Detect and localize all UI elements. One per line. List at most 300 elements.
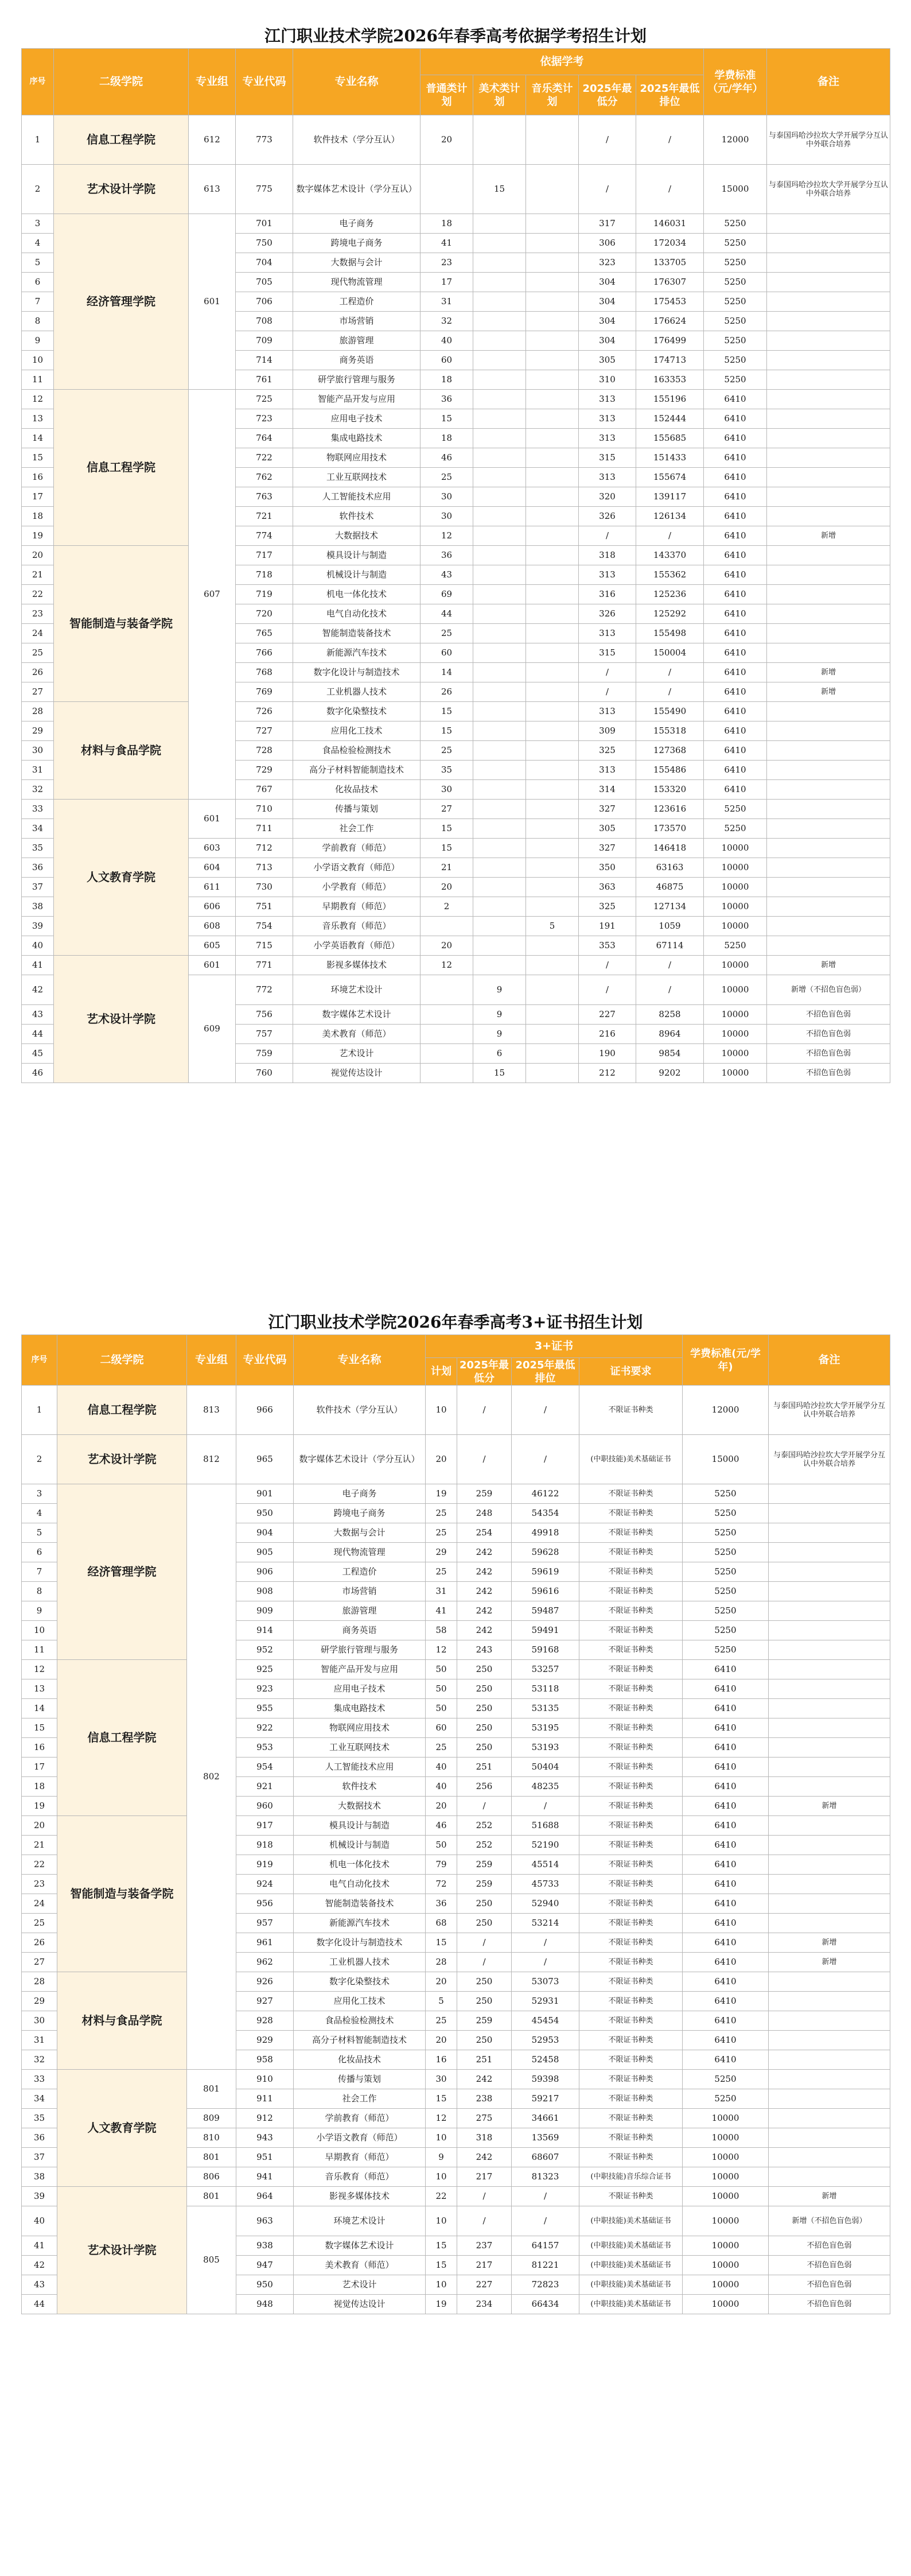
cell-ordinary: 60 — [421, 643, 473, 663]
table-row — [22, 214, 890, 234]
cell-name: 数字媒体艺术设计（学分互认） — [293, 165, 421, 214]
cell-min-score: 309 — [579, 721, 636, 741]
cell-min-rank: 155490 — [636, 702, 704, 721]
cell-name: 高分子材料智能制造技术 — [294, 2031, 426, 2050]
cell-name: 电子商务 — [294, 1484, 426, 1504]
cell-fee: 10000 — [683, 2236, 769, 2256]
cell-seq: 29 — [22, 1992, 57, 2011]
cell-plan: 46 — [426, 1816, 457, 1836]
cell-cert: 不限证书种类 — [579, 1523, 683, 1543]
cell-ordinary: 21 — [421, 858, 473, 878]
cell-group: 613 — [189, 165, 236, 214]
cell-name: 模具设计与制造 — [294, 1816, 426, 1836]
cell-cert: (中职技能)美术基础证书 — [579, 1435, 683, 1484]
cell-fee: 5250 — [704, 936, 767, 956]
cell-min-score: 353 — [579, 936, 636, 956]
cell-college: 艺术设计学院 — [57, 2187, 187, 2314]
cell-min-score: 216 — [579, 1025, 636, 1044]
cell-min-rank: 46122 — [512, 1484, 579, 1504]
cell-remark: 新增 — [767, 526, 890, 546]
cell-seq: 2 — [22, 165, 54, 214]
cell-remark: 与泰国玛哈沙拉坎大学开展学分互认中外联合培养 — [767, 115, 890, 165]
cell-seq: 20 — [22, 546, 54, 565]
cell-ordinary: 18 — [421, 214, 473, 234]
cell-college: 材料与食品学院 — [54, 702, 189, 800]
cell-code: 917 — [236, 1816, 294, 1836]
cell-remark: 新增 — [769, 2187, 890, 2206]
cell-seq: 39 — [22, 2187, 57, 2206]
cell-ordinary: 46 — [421, 448, 473, 468]
header-college: 二级学院 — [57, 1335, 187, 1386]
cell-art — [473, 721, 526, 741]
cell-name: 商务英语 — [293, 351, 421, 370]
cell-min-score: 242 — [457, 2148, 512, 2167]
cell-fee: 6410 — [683, 1972, 769, 1992]
cell-code: 928 — [236, 2011, 294, 2031]
cell-code: 773 — [236, 115, 293, 165]
cell-art — [473, 936, 526, 956]
cell-cert: 不限证书种类 — [579, 1758, 683, 1777]
cell-group: 802 — [187, 1484, 236, 2070]
cell-min-rank: 54354 — [512, 1504, 579, 1523]
cell-college: 艺术设计学院 — [54, 956, 189, 1083]
cell-cert: 不限证书种类 — [579, 1582, 683, 1601]
cell-seq: 32 — [22, 780, 54, 800]
cell-code: 956 — [236, 1894, 294, 1914]
cell-cert: 不限证书种类 — [579, 1504, 683, 1523]
cell-name: 应用化工技术 — [294, 1992, 426, 2011]
cell-fee: 10000 — [704, 897, 767, 917]
cell-remark — [769, 2167, 890, 2187]
cell-seq: 35 — [22, 839, 54, 858]
cell-seq: 28 — [22, 702, 54, 721]
cell-name: 智能产品开发与应用 — [294, 1660, 426, 1679]
cell-group: 806 — [187, 2167, 236, 2187]
cell-fee: 5250 — [704, 273, 767, 292]
cell-fee: 10000 — [704, 917, 767, 936]
cell-code: 727 — [236, 721, 293, 741]
cell-remark: 与泰国玛哈沙拉坎大学开展学分互认中外联合培养 — [769, 1435, 890, 1484]
cell-group: 812 — [187, 1435, 236, 1484]
cell-seq: 1 — [22, 1386, 57, 1435]
cell-ordinary: 44 — [421, 604, 473, 624]
header-min-score: 2025年最低分 — [579, 75, 636, 115]
cell-seq: 15 — [22, 448, 54, 468]
cell-ordinary: 15 — [421, 819, 473, 839]
cell-code: 701 — [236, 214, 293, 234]
cell-fee: 6410 — [683, 2031, 769, 2050]
cell-music — [526, 273, 579, 292]
cell-code: 709 — [236, 331, 293, 351]
cell-music — [526, 253, 579, 273]
cell-name: 学前教育（师范） — [294, 2109, 426, 2128]
cell-code: 728 — [236, 741, 293, 761]
cell-ordinary: 32 — [421, 312, 473, 331]
cell-min-score: 304 — [579, 331, 636, 351]
cell-seq: 23 — [22, 604, 54, 624]
cell-code: 958 — [236, 2050, 294, 2070]
cell-music — [526, 956, 579, 975]
cell-min-rank: 53257 — [512, 1660, 579, 1679]
cell-fee: 5250 — [683, 2070, 769, 2089]
cell-art — [473, 214, 526, 234]
cell-ordinary: 20 — [421, 878, 473, 897]
cell-min-rank: 173570 — [636, 819, 704, 839]
cell-code: 914 — [236, 1621, 294, 1640]
cell-cert: 不限证书种类 — [579, 1894, 683, 1914]
cell-fee: 10000 — [683, 2187, 769, 2206]
cell-code: 750 — [236, 234, 293, 253]
cell-min-score: 305 — [579, 819, 636, 839]
cell-music — [526, 115, 579, 165]
cell-fee: 6410 — [704, 565, 767, 585]
cell-name: 环境艺术设计 — [294, 2206, 426, 2236]
cell-college: 经济管理学院 — [54, 214, 189, 390]
cell-cert: 不限证书种类 — [579, 1621, 683, 1640]
cell-music — [526, 292, 579, 312]
cell-remark — [767, 429, 890, 448]
cell-college: 信息工程学院 — [54, 115, 189, 165]
cell-ordinary: 15 — [421, 409, 473, 429]
cell-seq: 19 — [22, 526, 54, 546]
cell-ordinary — [421, 1064, 473, 1083]
cell-min-score: 313 — [579, 624, 636, 643]
cell-fee: 6410 — [683, 1679, 769, 1699]
cell-fee: 10000 — [683, 2275, 769, 2295]
cell-min-rank: 52940 — [512, 1894, 579, 1914]
cell-code: 901 — [236, 1484, 294, 1504]
cell-art — [473, 448, 526, 468]
table-row — [22, 1972, 890, 1992]
table-row — [22, 702, 890, 721]
cell-remark — [767, 292, 890, 312]
cell-name: 跨境电子商务 — [293, 234, 421, 253]
cell-plan: 29 — [426, 1543, 457, 1562]
cell-fee: 5250 — [683, 1543, 769, 1562]
cell-remark: 新增 — [767, 663, 890, 682]
cell-min-score: 237 — [457, 2236, 512, 2256]
cell-group: 612 — [189, 115, 236, 165]
cell-music — [526, 1064, 579, 1083]
cell-music — [526, 370, 579, 390]
cell-name: 人工智能技术应用 — [294, 1758, 426, 1777]
cell-seq: 30 — [22, 741, 54, 761]
cell-plan: 31 — [426, 1582, 457, 1601]
cell-min-rank: 59491 — [512, 1621, 579, 1640]
cell-remark — [767, 780, 890, 800]
cell-group: 603 — [189, 839, 236, 858]
cell-name: 物联网应用技术 — [294, 1718, 426, 1738]
cell-code: 938 — [236, 2236, 294, 2256]
cell-group: 801 — [187, 2148, 236, 2167]
cell-cert: 不限证书种类 — [579, 1933, 683, 1953]
cell-seq: 9 — [22, 331, 54, 351]
cell-seq: 22 — [22, 585, 54, 604]
cell-code: 910 — [236, 2070, 294, 2089]
cell-fee: 5250 — [704, 312, 767, 331]
cell-cert: 不限证书种类 — [579, 1484, 683, 1504]
cell-music — [526, 312, 579, 331]
cell-plan: 79 — [426, 1855, 457, 1875]
cell-code: 966 — [236, 1386, 294, 1435]
cell-art — [473, 331, 526, 351]
cell-plan: 25 — [426, 1523, 457, 1543]
cell-min-rank: 63163 — [636, 858, 704, 878]
cell-remark — [769, 1562, 890, 1582]
cell-min-rank: 151433 — [636, 448, 704, 468]
cell-name: 小学语文教育（师范） — [293, 858, 421, 878]
cell-min-score: 250 — [457, 1914, 512, 1933]
cell-remark — [767, 487, 890, 507]
cell-name: 机械设计与制造 — [294, 1836, 426, 1855]
cell-remark — [767, 234, 890, 253]
cell-ordinary: 15 — [421, 839, 473, 858]
cell-name: 机电一体化技术 — [293, 585, 421, 604]
cell-min-score: 191 — [579, 917, 636, 936]
cell-min-rank: 66434 — [512, 2295, 579, 2314]
cell-code: 954 — [236, 1758, 294, 1777]
cell-cert: 不限证书种类 — [579, 2128, 683, 2148]
cell-min-rank: 13569 — [512, 2128, 579, 2148]
cell-cert: (中职技能)美术基础证书 — [579, 2236, 683, 2256]
cell-min-score: 243 — [457, 1640, 512, 1660]
cell-code: 762 — [236, 468, 293, 487]
cell-name: 美术教育（师范） — [294, 2256, 426, 2275]
cell-remark — [769, 1718, 890, 1738]
cell-name: 小学教育（师范） — [293, 878, 421, 897]
header-art: 美术类计划 — [473, 75, 526, 115]
cell-fee: 5250 — [683, 1523, 769, 1543]
cell-min-score: 250 — [457, 2031, 512, 2050]
cell-group: 604 — [189, 858, 236, 878]
cell-min-score: / — [579, 682, 636, 702]
cell-fee: 6410 — [704, 663, 767, 682]
cell-art: 9 — [473, 1025, 526, 1044]
cell-name: 智能产品开发与应用 — [293, 390, 421, 409]
cell-code: 952 — [236, 1640, 294, 1660]
cell-fee: 6410 — [683, 1875, 769, 1894]
cell-plan: 19 — [426, 2295, 457, 2314]
header-min-score: 2025年最低分 — [457, 1358, 512, 1386]
cell-fee: 6410 — [704, 468, 767, 487]
cell-music — [526, 390, 579, 409]
cell-plan: 25 — [426, 1562, 457, 1582]
cell-music — [526, 780, 579, 800]
cell-seq: 26 — [22, 1933, 57, 1953]
cell-cert: 不限证书种类 — [579, 2050, 683, 2070]
cell-plan: 40 — [426, 1777, 457, 1797]
cell-remark — [769, 1777, 890, 1797]
cell-college: 经济管理学院 — [57, 1484, 187, 1660]
cell-seq: 3 — [22, 214, 54, 234]
cell-min-rank: 163353 — [636, 370, 704, 390]
cell-seq: 44 — [22, 2295, 57, 2314]
cell-min-rank: 176624 — [636, 312, 704, 331]
cell-min-rank: 67114 — [636, 936, 704, 956]
cell-code: 708 — [236, 312, 293, 331]
cell-min-score: 315 — [579, 448, 636, 468]
cell-fee: 6410 — [683, 1738, 769, 1758]
cell-name: 新能源汽车技术 — [293, 643, 421, 663]
cell-seq: 28 — [22, 1972, 57, 1992]
cell-min-rank: 146031 — [636, 214, 704, 234]
cell-code: 761 — [236, 370, 293, 390]
cell-remark — [767, 390, 890, 409]
cell-seq: 12 — [22, 1660, 57, 1679]
cell-fee: 10000 — [704, 839, 767, 858]
cell-art — [473, 956, 526, 975]
cell-cert: 不限证书种类 — [579, 1640, 683, 1660]
cell-min-score: / — [457, 1797, 512, 1816]
cell-fee: 10000 — [704, 1005, 767, 1025]
cell-fee: 6410 — [704, 585, 767, 604]
cell-seq: 10 — [22, 351, 54, 370]
cell-remark: 新增（不招色盲色弱） — [769, 2206, 890, 2236]
cell-min-score: 250 — [457, 1699, 512, 1718]
table-row — [22, 390, 890, 409]
cell-min-rank: 155362 — [636, 565, 704, 585]
cell-min-rank: 175453 — [636, 292, 704, 312]
cell-min-rank: / — [636, 682, 704, 702]
cell-ordinary — [421, 917, 473, 936]
cell-seq: 6 — [22, 273, 54, 292]
cell-plan: 58 — [426, 1621, 457, 1640]
cell-art — [473, 858, 526, 878]
cell-min-rank: 68607 — [512, 2148, 579, 2167]
cell-min-rank: 53118 — [512, 1679, 579, 1699]
cell-seq: 14 — [22, 429, 54, 448]
cell-ordinary: 12 — [421, 526, 473, 546]
cell-seq: 27 — [22, 682, 54, 702]
cell-music — [526, 682, 579, 702]
cell-name: 数字媒体艺术设计 — [294, 2236, 426, 2256]
cell-art — [473, 273, 526, 292]
cell-code: 714 — [236, 351, 293, 370]
cell-fee: 6410 — [683, 1894, 769, 1914]
cell-art — [473, 780, 526, 800]
cell-min-score: 313 — [579, 761, 636, 780]
cell-group: 611 — [189, 878, 236, 897]
cell-seq: 41 — [22, 2236, 57, 2256]
cell-fee: 6410 — [704, 702, 767, 721]
cell-name: 早期教育（师范） — [294, 2148, 426, 2167]
cell-remark — [767, 273, 890, 292]
cell-code: 962 — [236, 1953, 294, 1972]
cell-name: 大数据与会计 — [294, 1523, 426, 1543]
cell-seq: 36 — [22, 2128, 57, 2148]
cell-group: 810 — [187, 2128, 236, 2148]
cell-plan: 50 — [426, 1836, 457, 1855]
cell-art — [473, 468, 526, 487]
enrollment-table — [21, 1334, 890, 2314]
cell-remark — [769, 2148, 890, 2167]
cell-min-rank: 59628 — [512, 1543, 579, 1562]
cell-min-rank: 176307 — [636, 273, 704, 292]
cell-music — [526, 487, 579, 507]
cell-name: 学前教育（师范） — [293, 839, 421, 858]
table-row — [22, 2070, 890, 2089]
cell-min-score: 259 — [457, 1855, 512, 1875]
cell-seq: 46 — [22, 1064, 54, 1083]
cell-seq: 24 — [22, 624, 54, 643]
cell-min-rank: 127368 — [636, 741, 704, 761]
cell-seq: 33 — [22, 2070, 57, 2089]
cell-art: 15 — [473, 165, 526, 214]
cell-cert: 不限证书种类 — [579, 1797, 683, 1816]
cell-cert: 不限证书种类 — [579, 1992, 683, 2011]
cell-college: 信息工程学院 — [57, 1660, 187, 1816]
cell-fee: 6410 — [704, 429, 767, 448]
cell-fee: 5250 — [704, 331, 767, 351]
cell-music — [526, 468, 579, 487]
cell-min-score: 242 — [457, 1582, 512, 1601]
cell-min-rank: 1059 — [636, 917, 704, 936]
cell-name: 大数据与会计 — [293, 253, 421, 273]
cell-code: 771 — [236, 956, 293, 975]
cell-name: 应用电子技术 — [294, 1679, 426, 1699]
cell-min-rank: 59168 — [512, 1640, 579, 1660]
plan-table-xuekao — [21, 24, 890, 1083]
cell-remark — [769, 2031, 890, 2050]
cell-seq: 31 — [22, 761, 54, 780]
cell-remark — [769, 1699, 890, 1718]
cell-min-score: / — [579, 663, 636, 682]
cell-name: 集成电路技术 — [293, 429, 421, 448]
cell-name: 软件技术 — [293, 507, 421, 526]
cell-code: 759 — [236, 1044, 293, 1064]
cell-ordinary — [421, 975, 473, 1005]
cell-min-rank: 127134 — [636, 897, 704, 917]
cell-ordinary — [421, 1044, 473, 1064]
cell-seq: 21 — [22, 1836, 57, 1855]
cell-remark — [767, 839, 890, 858]
cell-min-score: 314 — [579, 780, 636, 800]
cell-plan: 28 — [426, 1953, 457, 1972]
cell-name: 市场营销 — [294, 1582, 426, 1601]
cell-music — [526, 448, 579, 468]
cell-music — [526, 839, 579, 858]
cell-name: 数字化设计与制造技术 — [294, 1933, 426, 1953]
cell-min-score: 212 — [579, 1064, 636, 1083]
cell-group: 607 — [189, 390, 236, 800]
cell-seq: 10 — [22, 1621, 57, 1640]
cell-name: 视觉传达设计 — [293, 1064, 421, 1083]
cell-min-rank: / — [512, 1933, 579, 1953]
cell-seq: 34 — [22, 819, 54, 839]
cell-name: 大数据技术 — [294, 1797, 426, 1816]
cell-plan: 15 — [426, 2089, 457, 2109]
cell-fee: 10000 — [704, 1025, 767, 1044]
cell-art: 15 — [473, 1064, 526, 1083]
cell-plan: 5 — [426, 1992, 457, 2011]
cell-min-rank: 81323 — [512, 2167, 579, 2187]
cell-cert: 不限证书种类 — [579, 1718, 683, 1738]
cell-seq: 45 — [22, 1044, 54, 1064]
cell-min-score: 259 — [457, 2011, 512, 2031]
cell-seq: 22 — [22, 1855, 57, 1875]
cell-cert: 不限证书种类 — [579, 1816, 683, 1836]
cell-art — [473, 487, 526, 507]
cell-fee: 6410 — [683, 1836, 769, 1855]
cell-art — [473, 917, 526, 936]
cell-min-rank: 133705 — [636, 253, 704, 273]
cell-min-score: 242 — [457, 1543, 512, 1562]
cell-music — [526, 351, 579, 370]
cell-min-rank: 34661 — [512, 2109, 579, 2128]
cell-remark — [769, 2050, 890, 2070]
cell-min-score: 318 — [457, 2128, 512, 2148]
cell-min-score: / — [579, 165, 636, 214]
